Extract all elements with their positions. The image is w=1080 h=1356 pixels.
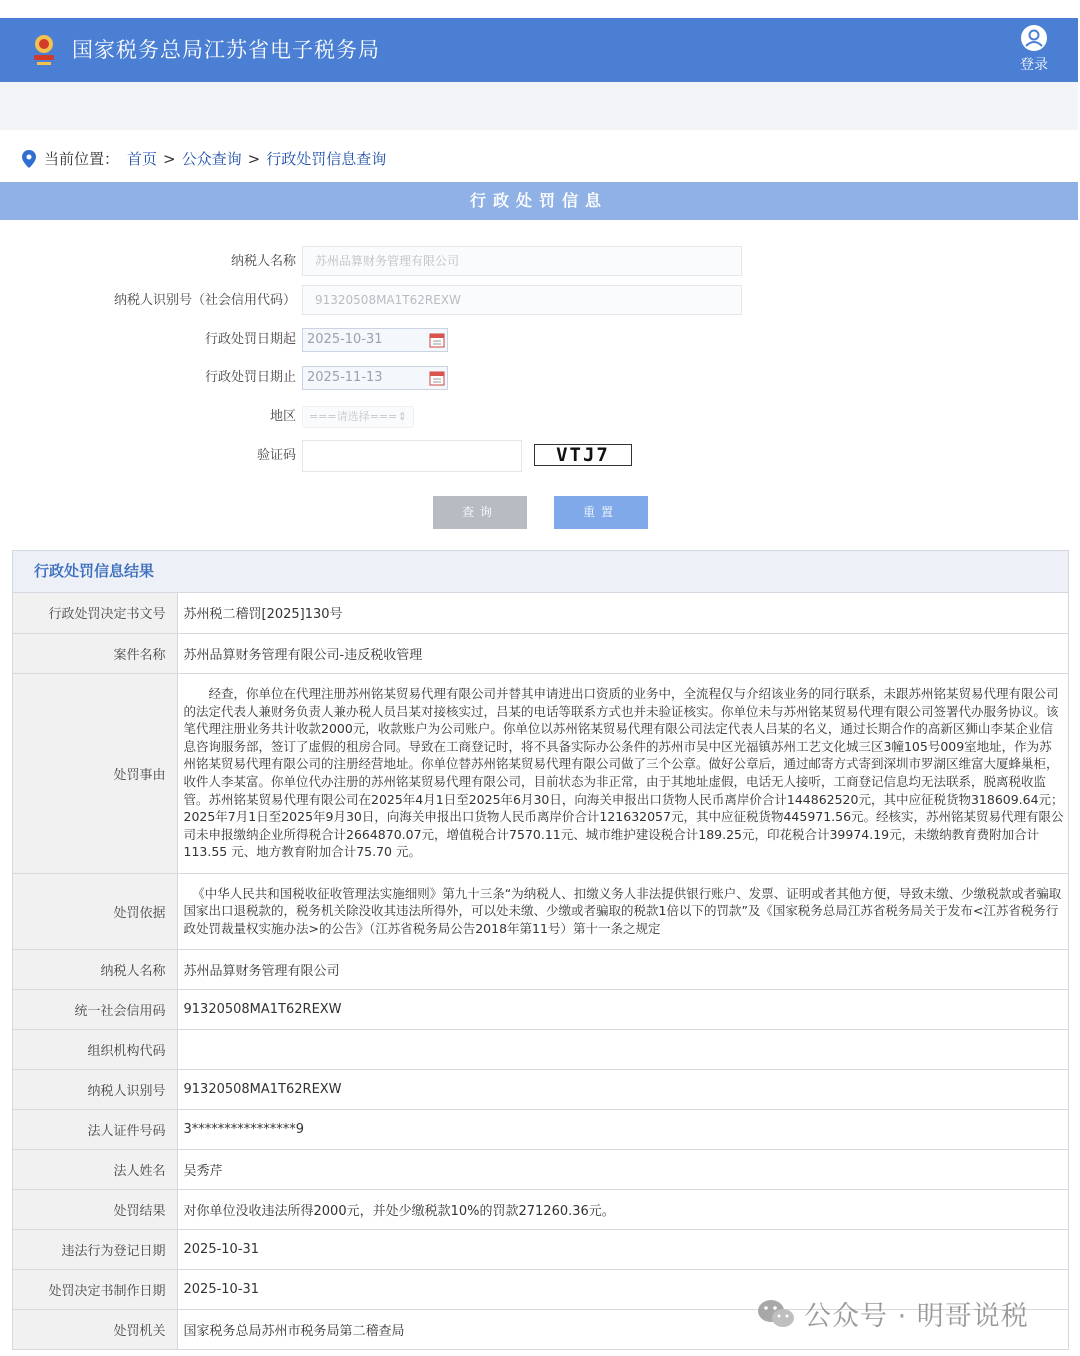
row-key: 处罚结果 (13, 1189, 177, 1229)
row-key: 违法行为登记日期 (13, 1229, 177, 1269)
breadcrumb-label: 当前位置： (44, 150, 120, 168)
date-to-input[interactable] (302, 366, 448, 390)
results-panel (12, 550, 1069, 1350)
table-row (13, 1189, 1068, 1229)
location-pin-icon (22, 150, 36, 168)
taxpayer-id-input[interactable]: 91320508MA1T62REXW (302, 285, 742, 315)
date-from-input[interactable] (302, 328, 448, 352)
row-value (177, 1029, 1068, 1069)
row-value: 91320508MA1T62REXW (177, 1069, 1068, 1109)
tax-emblem-icon (28, 30, 60, 70)
user-icon (1020, 24, 1048, 52)
row-key: 处罚机关 (13, 1309, 177, 1349)
header-spacer (0, 82, 1078, 130)
breadcrumb-public-query[interactable]: 公众查询 (181, 150, 242, 168)
site-title: 国家税务总局江苏省电子税务局 (72, 38, 380, 62)
date-to-label: 行政处罚日期止 (204, 370, 296, 385)
wechat-icon (756, 1297, 796, 1331)
row-key: 纳税人识别号 (13, 1069, 177, 1109)
breadcrumb-separator: > (247, 149, 261, 168)
table-row (13, 1109, 1068, 1149)
breadcrumb-separator: > (163, 149, 176, 168)
row-key: 统一社会信用码 (13, 989, 177, 1029)
date-to-value: 2025-11-13 (307, 370, 383, 385)
row-value: 吴秀芹 (177, 1149, 1068, 1189)
row-key: 案件名称 (13, 633, 177, 673)
row-key: 纳税人名称 (13, 949, 177, 989)
table-row (13, 989, 1068, 1029)
row-value: 2025-10-31 (177, 1269, 1068, 1309)
table-row (13, 949, 1068, 989)
section-header: 行政处罚信息 (0, 182, 1078, 220)
login-label: 登录 (1020, 57, 1048, 73)
row-key: 法人证件号码 (13, 1109, 177, 1149)
watermark-text: 公众号 · 明哥说税 (804, 1301, 1029, 1332)
header-bar (0, 18, 1078, 82)
taxpayer-name-input[interactable]: 苏州品算财务管理有限公司 (302, 246, 742, 276)
row-value: 91320508MA1T62REXW (177, 989, 1068, 1029)
region-label: 地区 (269, 409, 296, 424)
query-button[interactable]: 查询 (433, 496, 527, 529)
date-from-label: 行政处罚日期起 (204, 332, 296, 347)
table-row (13, 873, 1068, 949)
breadcrumb-home[interactable]: 首页 (127, 150, 158, 168)
row-value: 对你单位没收违法所得2000元，并处少缴税款10%的罚款271260.36元。 (177, 1189, 1068, 1229)
table-row (13, 593, 1068, 633)
row-key: 组织机构代码 (13, 1029, 177, 1069)
table-row (13, 1029, 1068, 1069)
region-selected-value: ===请选择=== (309, 410, 398, 423)
row-value: 苏州品算财务管理有限公司-违反税收管理 (177, 633, 1068, 673)
row-value: 3****************9 (177, 1109, 1068, 1149)
row-value: 经查，你单位在代理注册苏州铭某贸易代理有限公司并替其申请进出口资质的业务中，全流程仅与介绍该业务的同行联系，未跟苏州铭某贸易代理有限公司的法定代表人兼财务负责人兼办税人员吕某对接核实过，吕某的电话等联系方式也并未验证核实。你单位未与苏州铭某贸易代理有限公司签署代办服务协议。该笔代理注册业务共计收款2000元，收款账户为公司账户。你单位以苏州铭某贸易代理有限公司法定代表人吕某的名义，通过长期合作的高新区狮山李某企业信息咨询服务部，签订了虚假的租房合同。导致在工商登记时，将不具备实际办公条件的苏州市吴中区光福镇苏州工艺文化城三区3幢105号009室地址，作为苏州铭某贸易代理有限公司的注册经营地址。你单位替苏州铭某贸易代理有限公司做了三个公章。做好公章后，通过邮寄方式寄到深圳市罗湖区维富大厦蜂巢柜，收件人李某富。你单位代办注册的苏州铭某贸易代理有限公司，目前状态为非正常，由于其地址虚假，电话无人接听，工商登记信息均无法联系，脱离税收监管。苏州铭某贸易代理有限公司在2025年4月1日至2025年6月30日，向海关申报出口货物人民币离岸价合计144862520元，其中应征税货物318609.64元；2025年7月1日至2025年9月30日，向海关申报出口货物人民币离岸价合计121632057元，其中应征税货物445971.56元。经核实，苏州铭某贸易代理有限公司未申报缴纳企业所得税合计2664870.07元，增值税合计7570.11元、城市维护建设税合计189.25元，印花税合计39974.19元，未缴纳教育费附加合计113.55 元、地方教育附加合计75.70 元。 (177, 673, 1068, 873)
row-value: 《中华人民共和国税收征收管理法实施细则》第九十三条“为纳税人、扣缴义务人非法提供银行账户、发票、证明或者其他方便，导致未缴、少缴税款或者骗取国家出口退税款的，税务机关除没收其违法所得外，可以处未缴、少缴或者骗取的税款1倍以下的罚款”及《国家税务总局江苏省税务局关于发布<江苏省税务行政处罚裁量权实施办法>的公告》（江苏省税务局公告2018年第11号）第十一条之规定 (177, 873, 1068, 949)
table-row (13, 633, 1068, 673)
region-select[interactable] (302, 406, 414, 428)
chevron-updown-icon: ⇕ (397, 410, 407, 423)
captcha-label: 验证码 (256, 448, 296, 463)
date-from-value: 2025-10-31 (307, 332, 383, 347)
row-key: 行政处罚决定书文号 (13, 593, 177, 633)
table-row (13, 673, 1068, 873)
calendar-icon[interactable] (429, 332, 445, 348)
table-row (13, 1229, 1068, 1269)
login-button[interactable] (1016, 24, 1052, 74)
breadcrumb (22, 148, 386, 169)
row-key: 处罚依据 (13, 873, 177, 949)
row-key: 法人姓名 (13, 1149, 177, 1189)
table-row (13, 1149, 1068, 1189)
row-value: 国家税务总局苏州市税务局第二稽查局 (183, 1323, 405, 1339)
captcha-input[interactable] (302, 440, 522, 472)
row-value: 2025-10-31 (177, 1229, 1068, 1269)
results-title: 行政处罚信息结果 (13, 551, 1068, 593)
watermark (756, 1294, 1029, 1333)
row-value: 苏州品算财务管理有限公司 (177, 949, 1068, 989)
row-key: 处罚事由 (13, 673, 177, 873)
row-key: 处罚决定书制作日期 (13, 1269, 177, 1309)
results-table (13, 593, 1068, 1349)
taxpayer-name-label: 纳税人名称 (230, 254, 296, 269)
captcha-image[interactable]: VTJ7 (534, 444, 632, 466)
taxpayer-id-label: 纳税人识别号（社会信用代码） (113, 293, 296, 308)
table-row (13, 1069, 1068, 1109)
reset-button[interactable]: 重置 (554, 496, 648, 529)
calendar-icon[interactable] (429, 370, 445, 386)
breadcrumb-current[interactable]: 行政处罚信息查询 (266, 150, 387, 168)
row-value: 苏州税二稽罚[2025]130号 (177, 593, 1068, 633)
